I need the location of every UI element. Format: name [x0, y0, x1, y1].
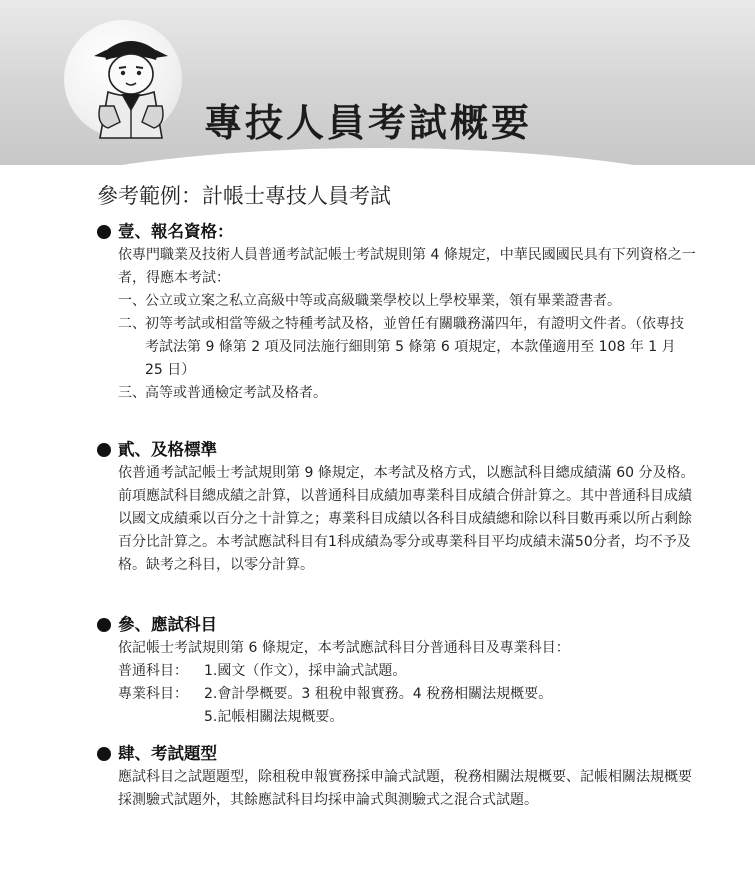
- list-text: 高等或普通檢定考試及格者。: [145, 385, 327, 401]
- list-text: 公立或立案之私立高級中等或高級職業學校以上學校畢業，領有畢業證書者。: [145, 293, 621, 309]
- subtitle: 參考範例：計帳士專技人員考試: [97, 184, 391, 208]
- bullet-icon: [97, 443, 111, 457]
- section-title: 參、應試科目: [118, 615, 217, 634]
- professional-subjects-row-2: [118, 706, 697, 729]
- professional-subjects-text: 2.會計學概要。3 租稅申報實務。4 稅務相關法規概要。: [204, 686, 553, 702]
- list-item: [118, 290, 697, 313]
- general-subjects-text: 1.國文（作文），採申論式試題。: [204, 663, 407, 679]
- professional-subjects-label: 專業科目：: [118, 686, 188, 702]
- passing-standard-text: 依普通考試記帳士考試規則第 9 條規定，本考試及格方式，以應試科目總成績滿 60 分及格。前項應試科目總成績之計算，以普通科目成績加專業科目成績合併計算之。其中普通科目成績以國文成績乘以百分之十計算之；專業科目成績以各科目成績總和除以科目數再乘以所占剩餘百分比計算之。本考試應試科目有1科成績為零分或專業科目平均成績未滿50分者，均不予及格。缺考之科目，以零分計算。: [118, 465, 695, 573]
- list-item: [118, 382, 697, 405]
- section-body: [118, 766, 697, 812]
- professional-subjects-text-2: 5.記帳相關法規概要。: [204, 709, 344, 725]
- section-heading: [97, 438, 697, 462]
- section-body: [118, 462, 697, 577]
- general-subjects-row: [118, 660, 697, 683]
- subjects-intro: 依記帳士考試規則第 6 條規定，本考試應試科目分普通科目及專業科目：: [118, 640, 570, 656]
- section-heading: [97, 220, 697, 244]
- section-exam-subjects: [97, 613, 697, 729]
- section-passing-standard: [97, 438, 697, 577]
- question-types-text: 應試科目之試題題型，除租稅申報實務採申論式試題，稅務相關法規概要、記帳相關法規概要採測驗式試題外，其餘應試科目均採申論式與測驗式之混合式試題。: [118, 769, 692, 808]
- professional-subjects-row: [118, 683, 697, 706]
- section-heading: [97, 613, 697, 637]
- list-text: 初等考試或相當等級之特種考試及格，並曾任有關職務滿四年，有證明文件者。（依專技考試法第 9 條第 2 項及同法施行細則第 5 條第 6 項規定，本款僅適用至 108 年 1 月 25 日）: [145, 316, 684, 378]
- section-question-types: [97, 742, 697, 812]
- section-title: 壹、報名資格：: [118, 222, 234, 241]
- eligibility-intro: 依專門職業及技術人員普通考試記帳士考試規則第 4 條規定，中華民國國民具有下列資格之一者，得應本考試：: [118, 247, 696, 286]
- bullet-icon: [97, 747, 111, 761]
- section-eligibility: [97, 220, 697, 405]
- bullet-icon: [97, 618, 111, 632]
- scholar-mascot-icon: [86, 26, 176, 144]
- section-title: 貳、及格標準: [118, 440, 217, 459]
- list-number: 一、: [118, 293, 146, 309]
- section-body: [118, 244, 697, 405]
- list-number: 二、: [118, 316, 146, 332]
- general-subjects-label: 普通科目：: [118, 663, 188, 679]
- section-title: 肆、考試題型: [118, 744, 217, 763]
- section-body: [118, 637, 697, 729]
- list-item: [118, 313, 697, 382]
- bullet-icon: [97, 225, 111, 239]
- section-heading: [97, 742, 697, 766]
- page-title: 專技人員考試概要: [204, 100, 533, 145]
- list-number: 三、: [118, 385, 146, 401]
